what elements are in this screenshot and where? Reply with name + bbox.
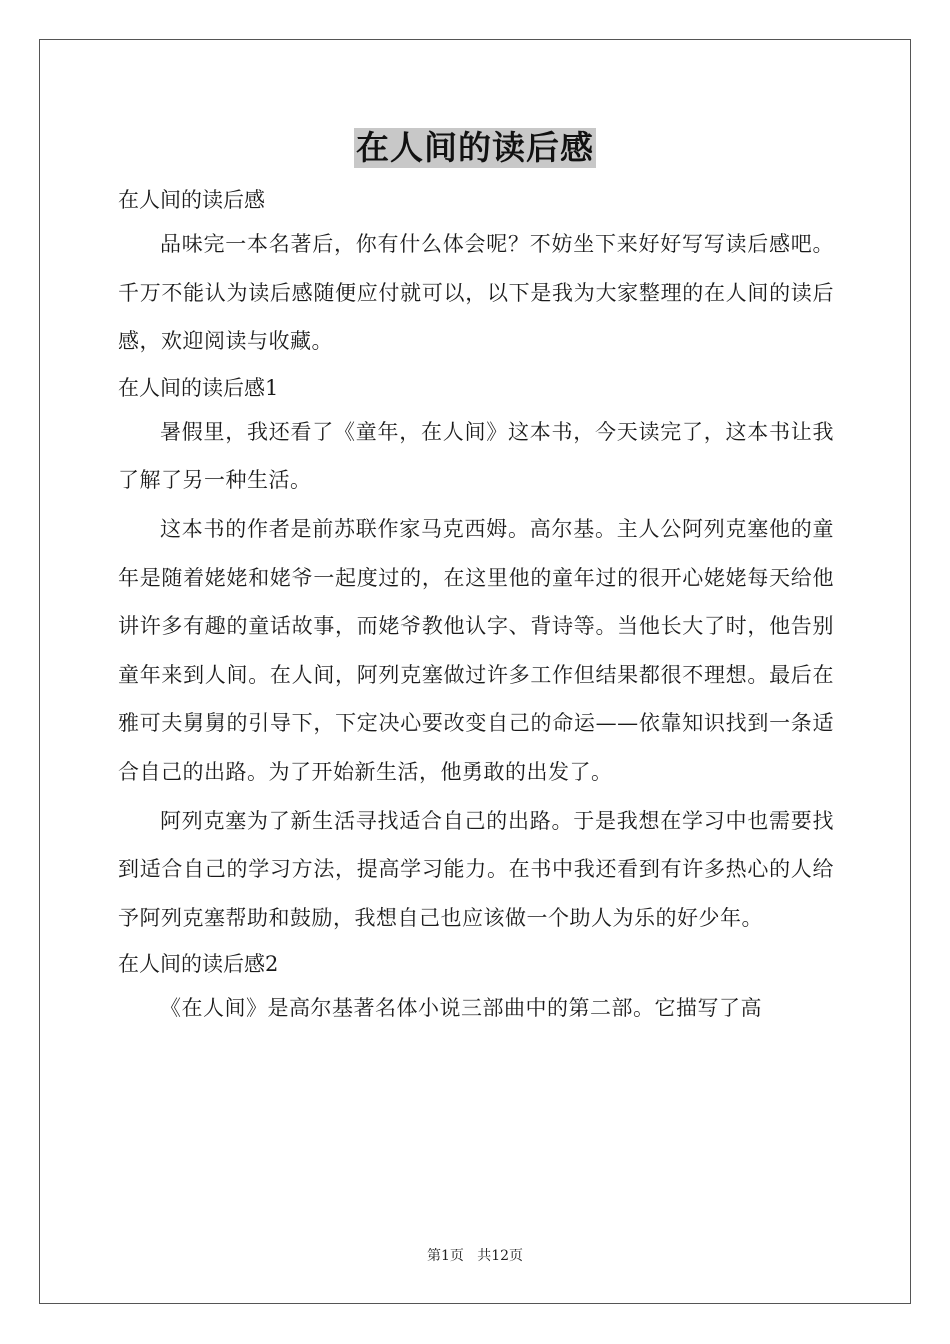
section-heading-2: 在人间的读后感2: [118, 952, 279, 977]
paragraph-1: 暑假里，我还看了《童年，在人间》这本书，今天读完了，这本书让我了解了另一种生活。: [118, 419, 834, 493]
section-heading: 在人间的读后感: [118, 188, 265, 212]
page-footer: 第1页 共12页: [426, 1248, 524, 1264]
intro-paragraph: 品味完一本名著后，你有什么体会呢？不妨坐下来好好写写读后感吧。千万不能认为读后感随便应付就可以，以下是我为大家整理的在人间的读后感，欢迎阅读与收藏。: [118, 232, 834, 354]
title-container: [0, 128, 950, 168]
paragraph-4: 《在人间》是高尔基著名体小说三部曲中的第二部。它描写了高: [160, 996, 762, 1021]
paragraph-2: 这本书的作者是前苏联作家马克西姆。高尔基。主人公阿列克塞他的童年是随着姥姥和姥爷一起度过的，在这里他的童年过的很开心姥姥每天给他讲许多有趣的童话故事，而姥爷教他认字、背诗等。当他长大了时，他告别童年来到人间。在人间，阿列克塞做过许多工作但结果都很不理想。最后在雅可夫舅舅的引导下，下定决心要改变自己的命运——依靠知识找到一条适合自己的出路。为了开始新生活，他勇敢的出发了。: [118, 516, 834, 784]
paragraph-3: 阿列克塞为了新生活寻找适合自己的出路。于是我想在学习中也需要找到适合自己的学习方法，提高学习能力。在书中我还看到有许多热心的人给予阿列克塞帮助和鼓励，我想自己也应该做一个助人为乐的好少年。: [118, 808, 834, 930]
section-heading-1: 在人间的读后感1: [118, 375, 279, 400]
document-body: [118, 180, 834, 1033]
document-title: 在人间的读后感: [356, 128, 594, 167]
